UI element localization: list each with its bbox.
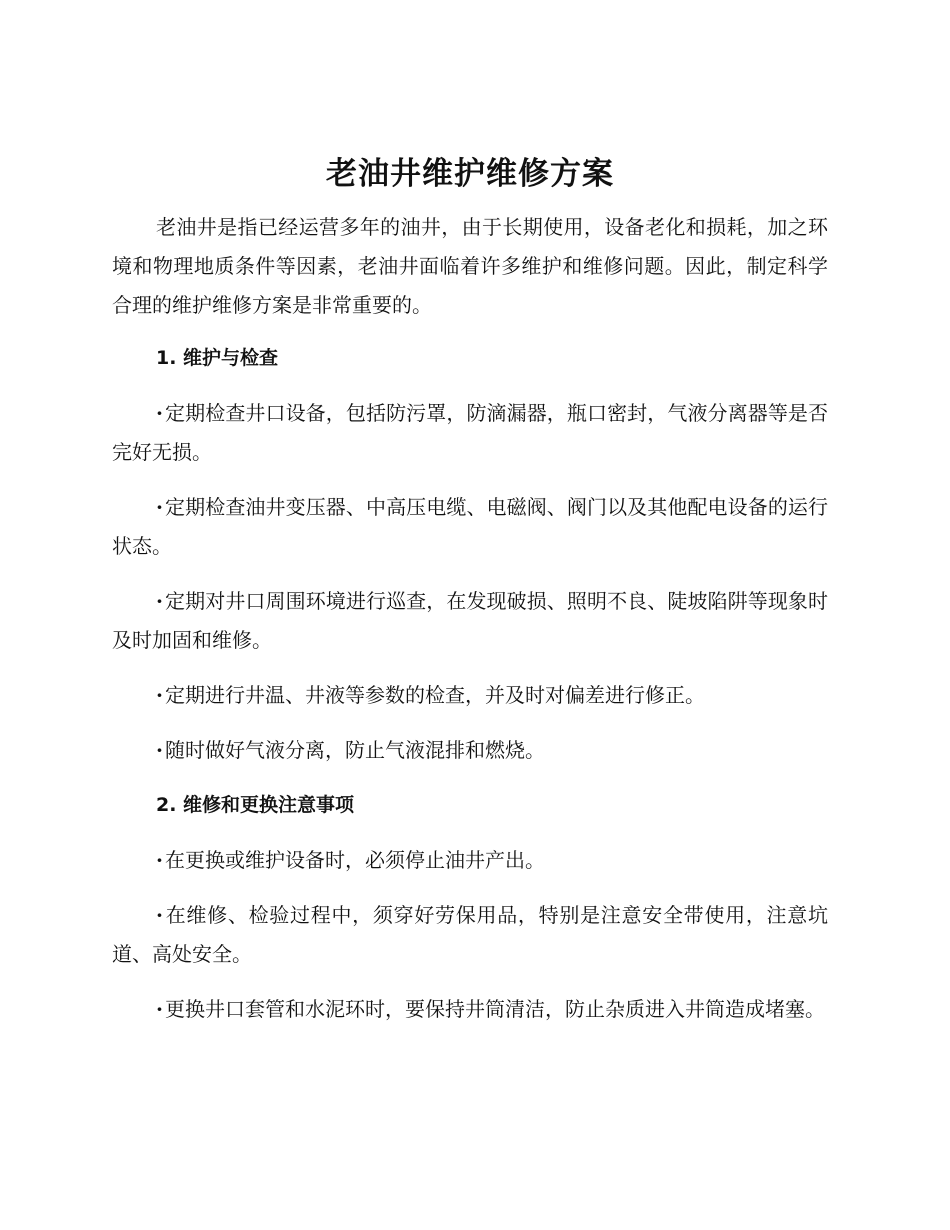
bullet-marker: · [156, 683, 163, 707]
list-item [112, 990, 828, 1029]
list-item [112, 731, 828, 770]
document-body [112, 150, 828, 1045]
list-item [112, 841, 828, 880]
bullet-marker: · [156, 401, 163, 425]
list-item-text: 定期检查井口设备，包括防污罩，防滴漏器，瓶口密封，气液分离器等是否完好无损。 [112, 401, 828, 464]
bullet-marker: · [156, 738, 163, 762]
section-heading-maintenance: 1. 维护与检查 [156, 347, 279, 369]
document-title: 老油井维护维修方案 [326, 156, 614, 192]
section-heading-repair: 2. 维修和更换注意事项 [156, 794, 355, 816]
list-item-text: 定期对井口周围环境进行巡查，在发现破损、照明不良、陡坡陷阱等现象时及时加固和维修。 [112, 589, 828, 652]
bullet-marker: · [156, 997, 163, 1021]
list-item [112, 582, 828, 660]
list-item [112, 896, 828, 974]
list-item-text: 在更换或维护设备时，必须停止油井产出。 [164, 848, 545, 872]
list-item [112, 676, 828, 715]
bullet-marker: · [156, 903, 163, 927]
list-item-text: 定期检查油井变压器、中高压电缆、电磁阀、阀门以及其他配电设备的运行状态。 [112, 495, 828, 558]
list-item-text: 在维修、检验过程中，须穿好劳保用品，特别是注意安全带使用，注意坑道、高处安全。 [112, 903, 828, 966]
bullet-marker: · [156, 589, 163, 613]
list-item-text: 更换井口套管和水泥环时，要保持井筒清洁，防止杂质进入井筒造成堵塞。 [164, 997, 825, 1021]
bullet-marker: · [156, 495, 163, 519]
list-item [112, 394, 828, 472]
list-item-text: 随时做好气液分离，防止气液混排和燃烧。 [164, 738, 545, 762]
intro-paragraph: 老油井是指已经运营多年的油井，由于长期使用，设备老化和损耗，加之环境和物理地质条件等因素，老油井面临着许多维护和维修问题。因此，制定科学合理的维护维修方案是非常重要的。 [112, 215, 828, 317]
list-item-text: 定期进行井温、井液等参数的检查，并及时对偏差进行修正。 [164, 683, 705, 707]
list-item [112, 488, 828, 566]
bullet-marker: · [156, 848, 163, 872]
